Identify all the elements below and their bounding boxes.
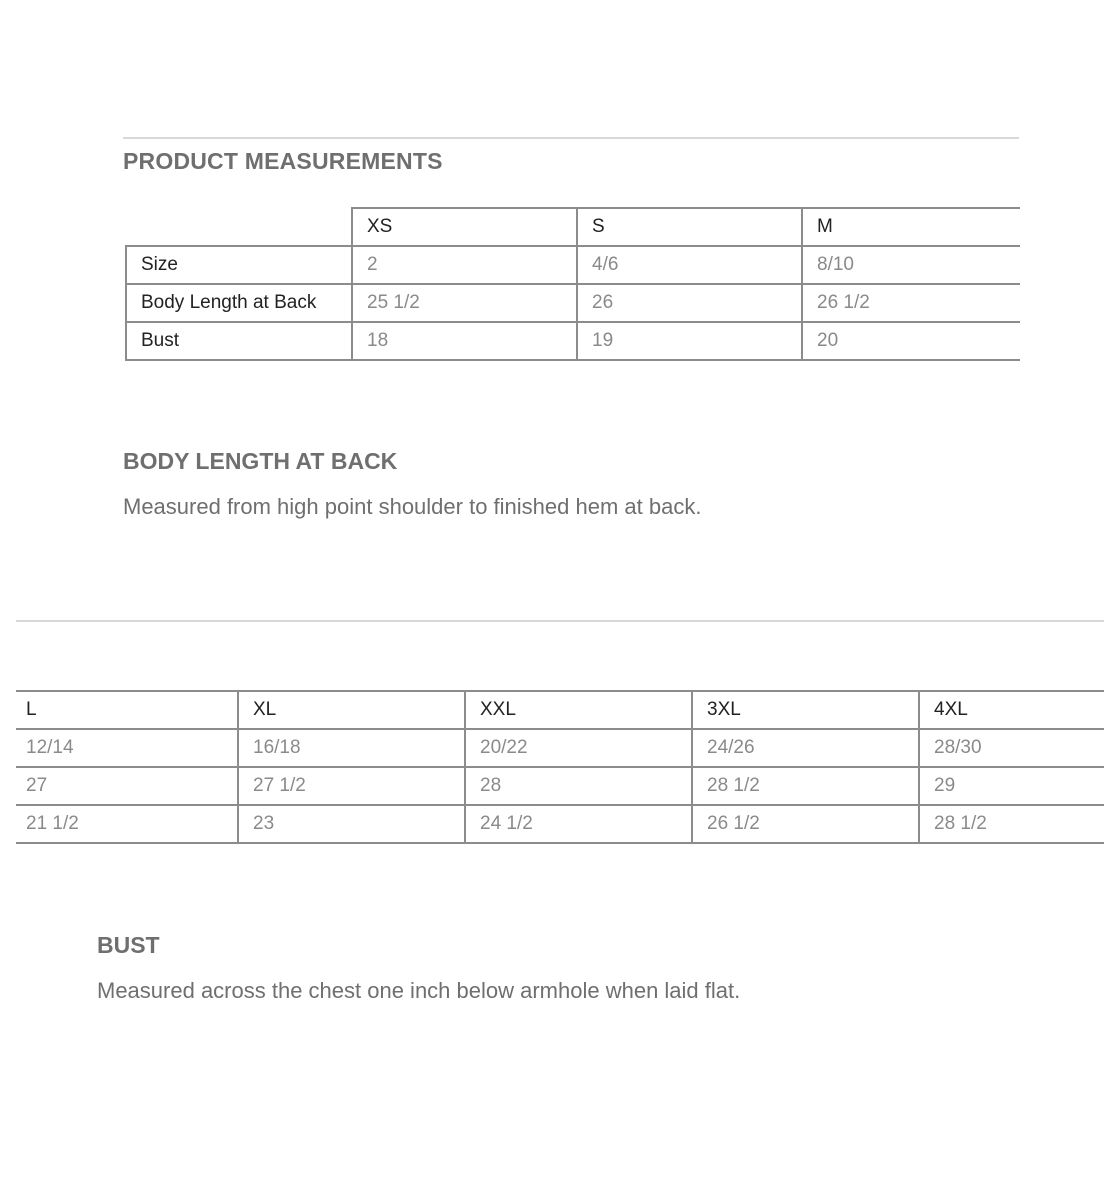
table-cell: 28 1/2 bbox=[919, 805, 1104, 843]
table-cell: 28/30 bbox=[919, 729, 1104, 767]
table-row-bust bbox=[126, 322, 1020, 360]
column-header-4xl: 4XL bbox=[919, 691, 1104, 729]
measurements-table-part1 bbox=[125, 207, 1020, 361]
table-cell: 28 1/2 bbox=[692, 767, 919, 805]
table-cell: 24/26 bbox=[692, 729, 919, 767]
table-cell: 23 bbox=[238, 805, 465, 843]
table-cell: 26 1/2 bbox=[692, 805, 919, 843]
table-cell: 19 bbox=[577, 322, 802, 360]
table-header-row bbox=[16, 691, 1104, 729]
column-header-xs: XS bbox=[352, 208, 577, 246]
row-label-body-length: Body Length at Back bbox=[126, 284, 352, 322]
body-length-title: BODY LENGTH AT BACK bbox=[123, 448, 398, 474]
table-header-row bbox=[126, 208, 1020, 246]
table-row-body-length bbox=[16, 767, 1104, 805]
column-header-m: M bbox=[802, 208, 1020, 246]
table-cell: 21 1/2 bbox=[16, 805, 238, 843]
table-cell: 25 1/2 bbox=[352, 284, 577, 322]
table-cell: 27 bbox=[16, 767, 238, 805]
table-row-body-length bbox=[126, 284, 1020, 322]
table-cell: 4/6 bbox=[577, 246, 802, 284]
table-cell: 28 bbox=[465, 767, 692, 805]
column-header-xl: XL bbox=[238, 691, 465, 729]
row-label-bust: Bust bbox=[126, 322, 352, 360]
table-row-bust bbox=[16, 805, 1104, 843]
table-row-size bbox=[126, 246, 1020, 284]
measurements-table-part2 bbox=[16, 690, 1104, 844]
table-cell: 8/10 bbox=[802, 246, 1020, 284]
bust-description: Measured across the chest one inch below armhole when laid flat. bbox=[97, 978, 741, 1003]
row-label-size: Size bbox=[126, 246, 352, 284]
table-row-size bbox=[16, 729, 1104, 767]
table-cell: 20/22 bbox=[465, 729, 692, 767]
column-header-3xl: 3XL bbox=[692, 691, 919, 729]
table-cell: 16/18 bbox=[238, 729, 465, 767]
table-cell: 12/14 bbox=[16, 729, 238, 767]
middle-divider bbox=[16, 620, 1104, 622]
table-corner-cell bbox=[126, 208, 352, 246]
table-cell: 24 1/2 bbox=[465, 805, 692, 843]
top-divider bbox=[123, 137, 1019, 139]
column-header-l: L bbox=[16, 691, 238, 729]
bust-title: BUST bbox=[97, 932, 160, 958]
product-measurements-title: PRODUCT MEASUREMENTS bbox=[123, 148, 443, 174]
table-cell: 20 bbox=[802, 322, 1020, 360]
body-length-description: Measured from high point shoulder to finished hem at back. bbox=[123, 494, 702, 519]
table-cell: 26 bbox=[577, 284, 802, 322]
column-header-s: S bbox=[577, 208, 802, 246]
table-cell: 2 bbox=[352, 246, 577, 284]
table-cell: 29 bbox=[919, 767, 1104, 805]
table-cell: 18 bbox=[352, 322, 577, 360]
column-header-xxl: XXL bbox=[465, 691, 692, 729]
table-cell: 27 1/2 bbox=[238, 767, 465, 805]
table-cell: 26 1/2 bbox=[802, 284, 1020, 322]
